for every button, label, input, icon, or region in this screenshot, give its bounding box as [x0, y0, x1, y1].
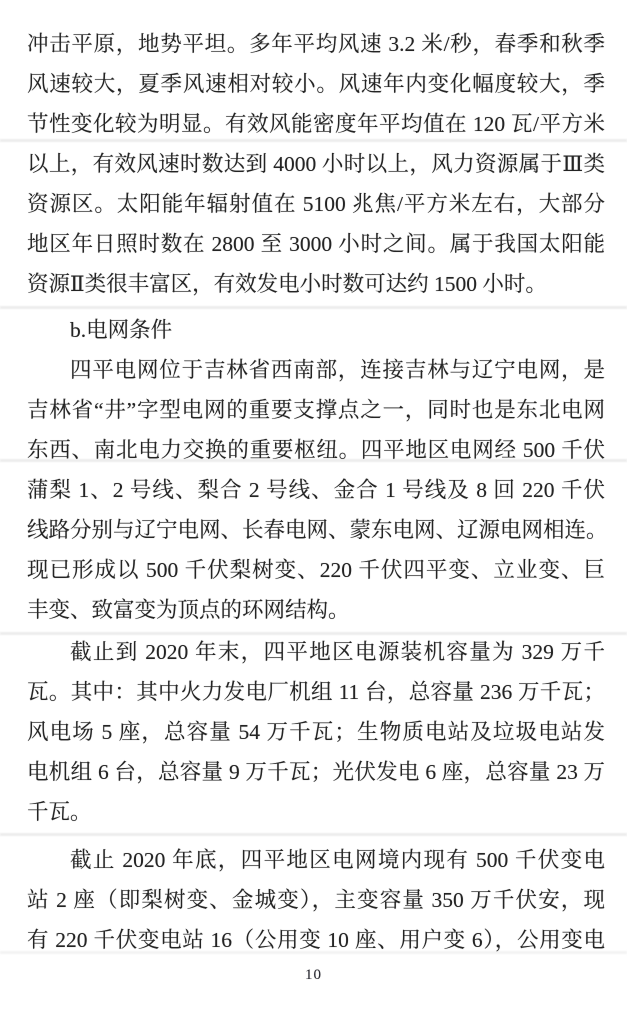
text-line: 以上，有效风速时数达到 4000 小时以上，风力资源属于Ⅲ类 [27, 152, 605, 176]
text-line: 四平电网位于吉林省西南部，连接吉林与辽宁电网，是 [70, 358, 605, 382]
section-heading: b.电网条件 [70, 318, 173, 342]
text-line: 风电场 5 座，总容量 54 万千瓦；生物质电站及垃圾电站发 [27, 720, 605, 744]
text-line: 站 2 座（即梨树变、金城变），主变容量 350 万千伏安，现 [27, 888, 605, 912]
text-line: 吉林省“井”字型电网的重要支撑点之一，同时也是东北电网 [27, 398, 605, 422]
text-body [27, 24, 608, 960]
text-line: 有 220 千伏变电站 16（公用变 10 座、用户变 6），公用变电 [27, 928, 605, 952]
text-line: 资源Ⅱ类很丰富区，有效发电小时数可达约 1500 小时。 [27, 272, 547, 296]
text-line: 截止到 2020 年末，四平地区电源装机容量为 329 万千 [70, 640, 605, 664]
page-number: 10 [305, 967, 322, 983]
text-line: 线路分别与辽宁电网、长春电网、蒙东电网、辽源电网相连。 [27, 518, 608, 542]
text-line: 千瓦。 [27, 800, 92, 824]
text-line: 电机组 6 台，总容量 9 万千瓦；光伏发电 6 座，总容量 23 万 [27, 760, 605, 784]
text-line: 丰变、致富变为顶点的环网结构。 [27, 598, 350, 622]
text-line: 瓦。其中：其中火力发电厂机组 11 台，总容量 236 万千瓦； [27, 680, 605, 704]
text-line: 资源区。太阳能年辐射值在 5100 兆焦/平方米左右，大部分 [27, 192, 605, 216]
text-line: 现已形成以 500 千伏梨树变、220 千伏四平变、立业变、巨 [27, 558, 605, 582]
text-line: 东西、南北电力交换的重要枢纽。四平地区电网经 500 千伏 [27, 438, 605, 462]
text-line: 地区年日照时数在 2800 至 3000 小时之间。属于我国太阳能 [27, 232, 605, 256]
text-line: 冲击平原，地势平坦。多年平均风速 3.2 米/秒，春季和秋季 [27, 32, 605, 56]
text-line: 蒲梨 1、2 号线、梨合 2 号线、金合 1 号线及 8 回 220 千伏 [27, 478, 605, 502]
text-line: 风速较大，夏季风速相对较小。风速年内变化幅度较大，季 [27, 72, 605, 96]
text-line: 节性变化较为明显。有效风能密度年平均值在 120 瓦/平方米 [27, 112, 605, 136]
text-line: 截止 2020 年底，四平地区电网境内现有 500 千伏变电 [70, 848, 605, 872]
